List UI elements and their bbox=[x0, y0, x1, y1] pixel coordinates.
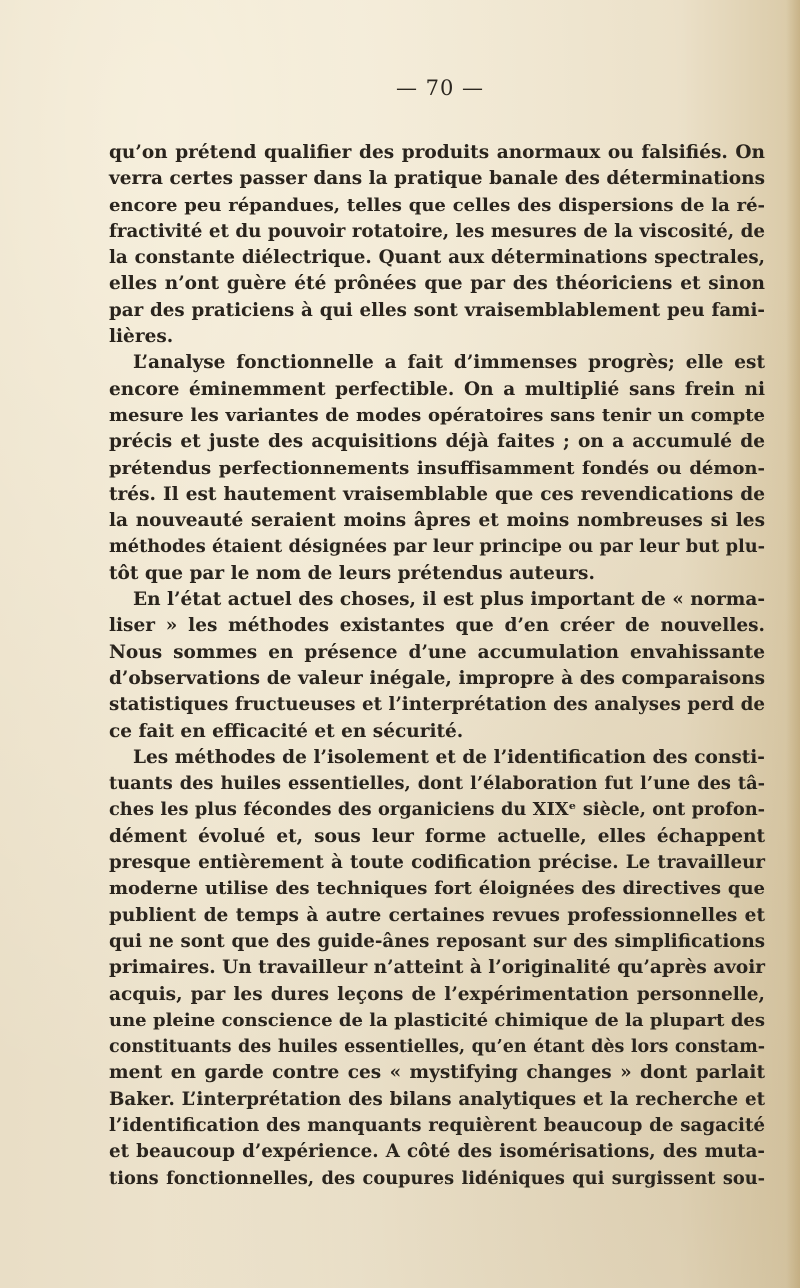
text-line: moderne utilise des techniques fort éloignées des directives que bbox=[109, 878, 765, 900]
text-line: tôt que par le nom de leurs prétendus auteurs. bbox=[109, 562, 595, 584]
body-text bbox=[109, 140, 765, 1192]
text-line: précis et juste des acquisitions déjà faites ; on a accumulé de bbox=[109, 431, 765, 453]
text-line: ment en garde contre ces « mystifying changes » dont parlait bbox=[109, 1062, 765, 1084]
text-line: Baker. L’interprétation des bilans analytiques et la recherche et bbox=[109, 1088, 765, 1110]
text-line: la constante diélectrique. Quant aux déterminations spectrales, bbox=[109, 247, 765, 269]
text-line: méthodes étaient désignées par leur principe ou par leur but plu- bbox=[109, 536, 765, 558]
text-line: dément évolué et, sous leur forme actuelle, elles échappent bbox=[109, 825, 765, 847]
text-line: qu’on prétend qualifier des produits anormaux ou falsifiés. On bbox=[109, 142, 765, 163]
text-line: d’observations de valeur inégale, impropre à des comparaisons bbox=[109, 667, 765, 689]
page-edge-shadow bbox=[786, 0, 800, 1288]
text-line: liser » les méthodes existantes que d’en créer de nouvelles. bbox=[109, 615, 765, 637]
paragraph bbox=[109, 587, 765, 745]
text-line: elles n’ont guère été prônées que par des théoriciens et sinon bbox=[109, 273, 765, 295]
text-line: qui ne sont que des guide-ânes reposant sur des simplifications bbox=[109, 930, 765, 952]
text-line: acquis, par les dures leçons de l’expérimentation personnelle, bbox=[109, 983, 765, 1005]
text-line: ches les plus fécondes des organiciens du XIXᵉ siècle, ont profon- bbox=[109, 799, 765, 821]
text-line: lières. bbox=[109, 326, 174, 348]
text-line: ce fait en efficacité et en sécurité. bbox=[109, 720, 464, 742]
text-line: la nouveauté seraient moins âpres et moins nombreuses si les bbox=[109, 510, 765, 532]
text-line: tions fonctionnelles, des coupures lidéniques qui surgissent sou- bbox=[109, 1167, 765, 1189]
text-line: statistiques fructueuses et l’interprétation des analyses perd de bbox=[109, 694, 765, 716]
text-line: encore éminemment perfectible. On a multiplié sans frein ni bbox=[109, 378, 765, 400]
text-line: presque entièrement à toute codification précise. Le travailleur bbox=[109, 852, 765, 874]
text-line: l’identification des manquants requièrent beaucoup de sagacité bbox=[109, 1114, 765, 1136]
paragraph bbox=[109, 140, 765, 350]
text-line: encore peu répandues, telles que celles des dispersions de la ré- bbox=[109, 194, 765, 216]
text-line: primaires. Un travailleur n’atteint à l’originalité qu’après avoir bbox=[109, 957, 766, 979]
text-line: Les méthodes de l’isolement et de l’identification des consti- bbox=[133, 746, 765, 768]
text-line: fractivité et du pouvoir rotatoire, les mesures de la viscosité, de bbox=[109, 220, 765, 242]
text-line: une pleine conscience de la plasticité chimique de la plupart des bbox=[109, 1009, 765, 1031]
text-line: tuants des huiles essentielles, dont l’élaboration fut l’une des tâ- bbox=[109, 773, 765, 795]
text-line: verra certes passer dans la pratique banale des déterminations bbox=[109, 168, 765, 190]
text-line: mesure les variantes de modes opératoires sans tenir un compte bbox=[109, 404, 765, 426]
text-line: En l’état actuel des choses, il est plus important de « norma- bbox=[133, 589, 765, 611]
text-line: L’analyse fonctionnelle a fait d’immenses progrès; elle est bbox=[133, 352, 765, 374]
text-line: prétendus perfectionnements insuffisamment fondés ou démon- bbox=[109, 457, 765, 479]
page-number: — 70 — bbox=[395, 76, 485, 100]
text-line: Nous sommes en présence d’une accumulation envahissante bbox=[109, 641, 765, 663]
paragraph bbox=[109, 350, 765, 587]
text-line: trés. Il est hautement vraisemblable que ces revendications de bbox=[109, 483, 765, 505]
text-line: par des praticiens à qui elles sont vraisemblablement peu fami- bbox=[109, 299, 765, 321]
text-line: et beaucoup d’expérience. A côté des isomérisations, des muta- bbox=[109, 1141, 765, 1163]
text-line: publient de temps à autre certaines revues professionnelles et bbox=[109, 904, 765, 926]
paragraph bbox=[109, 745, 765, 1192]
text-line: constituants des huiles essentielles, qu’en étant dès lors constam- bbox=[109, 1037, 765, 1058]
